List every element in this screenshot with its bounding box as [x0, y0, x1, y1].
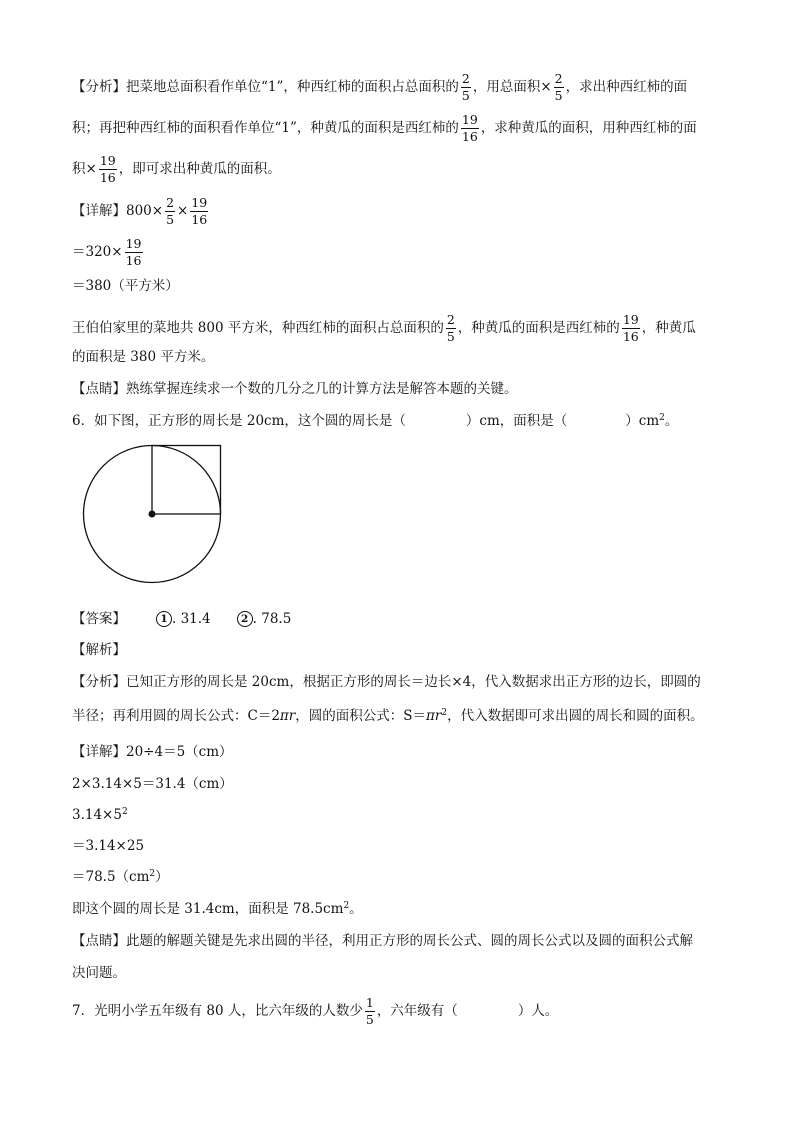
prev-summary-line-2: 的面积是 380 平方米。	[72, 349, 215, 365]
fraction: $\frac{2}{5}$	[554, 71, 563, 103]
circle-square-figure	[82, 442, 226, 590]
q6-detail-line-4: ＝3.14×25	[72, 838, 145, 854]
key-point-tag: 【点睛】	[72, 381, 126, 397]
center-point	[149, 511, 156, 518]
prev-key-point: 【点睛】熟练掌握连续求一个数的几分之几的计算方法是解答本题的关键。	[72, 381, 518, 397]
fraction: $\frac{2}{5}$	[166, 195, 175, 227]
key-point-tag: 【点睛】	[72, 933, 126, 949]
prev-analysis-line-1: 【分析】把菜地总面积看作单位“1”，种西红柿的面积占总面积的 $\frac{2}{5}$ ，用总面积× $\frac{2}{5}$ ，求出种西红柿的面	[72, 71, 688, 103]
fraction: $\frac{19}{16}$	[622, 312, 639, 344]
q6-key-point-line-2: 决问题。	[72, 965, 126, 981]
fraction: $\frac{19}{16}$	[461, 112, 478, 144]
q6-detail-line-2: 2×3.14×5＝31.4（cm）	[72, 776, 233, 792]
q6-analysis-line-2: 半径；再利用圆的周长公式：C＝2πr，圆的面积公式：$S=\pi r^2$，代入数据即可求出圆的周长和圆的面积。	[72, 708, 704, 724]
fraction: $\frac{2}{5}$	[461, 71, 470, 103]
circled-number-1: 1	[156, 611, 172, 627]
fraction: $\frac{19}{16}$	[125, 236, 142, 268]
analysis-tag: 【分析】	[72, 674, 126, 690]
q6-question: 6．如下图，正方形的周长是 20cm，这个圆的周长是（ ）cm，面积是（ ）$cm^2$。	[72, 413, 679, 429]
prev-detail-line-3: ＝380（平方米）	[72, 278, 179, 294]
q6-detail-line-1: 【详解】20÷4＝5（cm）	[72, 744, 233, 760]
fraction: $\frac{2}{5}$	[446, 312, 455, 344]
analysis-tag: 【分析】	[72, 79, 126, 95]
prev-detail-line-2: ＝320× $\frac{19}{16}$	[72, 236, 142, 268]
q6-answer: 【答案】 1 . 31.4 2 . 78.5	[72, 611, 292, 627]
detail-tag: 【详解】	[72, 744, 126, 760]
prev-detail-line-1: 【详解】800× $\frac{2}{5}$ × $\frac{19}{16}$	[72, 195, 208, 227]
fraction: $\frac{19}{16}$	[191, 195, 208, 227]
fraction: $\frac{1}{5}$	[365, 995, 374, 1027]
q6-key-point-line-1: 【点睛】此题的解题关键是先求出圆的半径，利用正方形的周长公式、圆的周长公式以及圆的面积公式解	[72, 933, 693, 949]
q6-detail-line-3: $3.14\times 5^2$	[72, 807, 128, 823]
detail-tag: 【详解】	[72, 203, 126, 219]
prev-summary-line-1: 王伯伯家里的菜地共 800 平方米，种西红柿的面积占总面积的 $\frac{2}{5}$ ，种黄瓜的面积是西红柿的 $\frac{19}{16}$ ，种黄瓜	[72, 312, 696, 344]
prev-analysis-line-3: 积× $\frac{19}{16}$ ，即可求出种黄瓜的面积。	[72, 153, 281, 185]
square-shape	[152, 446, 221, 515]
prev-analysis-line-2: 积；再把种西红柿的面积看作单位“1”，种黄瓜的面积是西红柿的 $\frac{19}{16}$ ，求种黄瓜的面积，用种西红柿的面	[72, 112, 697, 144]
q6-detail-line-5: $=78.5(cm^2)$	[72, 869, 169, 885]
answer-tag: 【答案】	[72, 611, 126, 627]
fraction: $\frac{19}{16}$	[99, 153, 116, 185]
q6-analysis-line-1: 【分析】已知正方形的周长是 20cm，根据正方形的周长＝边长×4，代入数据求出正方形的边长，即圆的	[72, 674, 701, 690]
q6-jiexi-tag: 【解析】	[72, 642, 126, 658]
circled-number-2: 2	[237, 611, 253, 627]
q7-question: 7．光明小学五年级有 80 人，比六年级的人数少 $\frac{1}{5}$ ，六年级有（ ）人。	[72, 995, 559, 1027]
q6-conclusion: 即这个圆的周长是 31.4cm，面积是 $78.5cm^2$。	[72, 901, 363, 917]
